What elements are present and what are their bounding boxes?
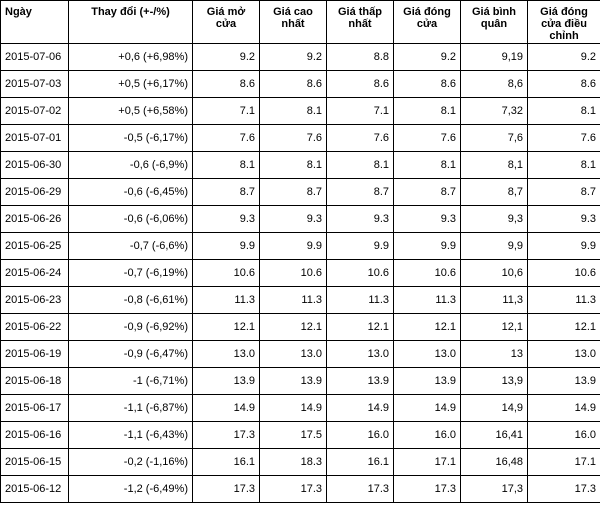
adjusted-close-cell: 8.7	[528, 179, 600, 206]
change-cell: -0,7 (-6,19%)	[69, 260, 193, 287]
date-cell: 2015-06-15	[1, 449, 69, 476]
high-price-cell: 9.2	[260, 44, 327, 71]
change-cell: -0,6 (-6,45%)	[69, 179, 193, 206]
open-price-cell: 8.7	[193, 179, 260, 206]
table-row	[1, 314, 600, 341]
header-row	[1, 1, 600, 44]
low-price-cell: 8.6	[327, 71, 394, 98]
open-price-cell: 8.1	[193, 152, 260, 179]
header-low-price: Giá thấp nhất	[327, 1, 394, 44]
average-price-cell: 16,48	[461, 449, 528, 476]
table-row	[1, 395, 600, 422]
average-price-cell: 8,1	[461, 152, 528, 179]
header-close-price: Giá đóng cửa	[394, 1, 461, 44]
low-price-cell: 11.3	[327, 287, 394, 314]
table-row	[1, 476, 600, 503]
change-cell: -0,2 (-1,16%)	[69, 449, 193, 476]
header-high-price: Giá cao nhất	[260, 1, 327, 44]
adjusted-close-cell: 9.9	[528, 233, 600, 260]
high-price-cell: 8.1	[260, 152, 327, 179]
high-price-cell: 7.6	[260, 125, 327, 152]
average-price-cell: 13	[461, 341, 528, 368]
adjusted-close-cell: 9.2	[528, 44, 600, 71]
high-price-cell: 14.9	[260, 395, 327, 422]
low-price-cell: 8.8	[327, 44, 394, 71]
close-price-cell: 10.6	[394, 260, 461, 287]
date-cell: 2015-07-01	[1, 125, 69, 152]
change-cell: -1,1 (-6,43%)	[69, 422, 193, 449]
table-row	[1, 449, 600, 476]
adjusted-close-cell: 16.0	[528, 422, 600, 449]
low-price-cell: 13.0	[327, 341, 394, 368]
adjusted-close-cell: 17.1	[528, 449, 600, 476]
open-price-cell: 10.6	[193, 260, 260, 287]
adjusted-close-cell: 10.6	[528, 260, 600, 287]
low-price-cell: 14.9	[327, 395, 394, 422]
close-price-cell: 13.0	[394, 341, 461, 368]
date-cell: 2015-06-26	[1, 206, 69, 233]
open-price-cell: 11.3	[193, 287, 260, 314]
high-price-cell: 13.0	[260, 341, 327, 368]
date-cell: 2015-06-29	[1, 179, 69, 206]
average-price-cell: 13,9	[461, 368, 528, 395]
change-cell: -0,6 (-6,9%)	[69, 152, 193, 179]
adjusted-close-cell: 7.6	[528, 125, 600, 152]
high-price-cell: 10.6	[260, 260, 327, 287]
low-price-cell: 16.1	[327, 449, 394, 476]
low-price-cell: 8.7	[327, 179, 394, 206]
low-price-cell: 7.6	[327, 125, 394, 152]
close-price-cell: 8.1	[394, 152, 461, 179]
open-price-cell: 16.1	[193, 449, 260, 476]
average-price-cell: 11,3	[461, 287, 528, 314]
change-cell: -1,1 (-6,87%)	[69, 395, 193, 422]
open-price-cell: 7.1	[193, 98, 260, 125]
average-price-cell: 7,32	[461, 98, 528, 125]
close-price-cell: 17.3	[394, 476, 461, 503]
header-average-price: Giá bình quân	[461, 1, 528, 44]
high-price-cell: 18.3	[260, 449, 327, 476]
high-price-cell: 13.9	[260, 368, 327, 395]
date-cell: 2015-07-06	[1, 44, 69, 71]
high-price-cell: 11.3	[260, 287, 327, 314]
change-cell: -0,5 (-6,17%)	[69, 125, 193, 152]
change-cell: -0,9 (-6,92%)	[69, 314, 193, 341]
date-cell: 2015-06-23	[1, 287, 69, 314]
high-price-cell: 17.3	[260, 476, 327, 503]
date-cell: 2015-06-18	[1, 368, 69, 395]
low-price-cell: 10.6	[327, 260, 394, 287]
average-price-cell: 12,1	[461, 314, 528, 341]
change-cell: -1,2 (-6,49%)	[69, 476, 193, 503]
close-price-cell: 9.9	[394, 233, 461, 260]
low-price-cell: 9.3	[327, 206, 394, 233]
header-change: Thay đổi (+-/%)	[69, 1, 193, 44]
header-open-price: Giá mở cửa	[193, 1, 260, 44]
low-price-cell: 12.1	[327, 314, 394, 341]
low-price-cell: 17.3	[327, 476, 394, 503]
table-row	[1, 233, 600, 260]
adjusted-close-cell: 8.1	[528, 98, 600, 125]
average-price-cell: 9,9	[461, 233, 528, 260]
table-body	[1, 44, 600, 503]
high-price-cell: 9.9	[260, 233, 327, 260]
change-cell: +0,5 (+6,58%)	[69, 98, 193, 125]
date-cell: 2015-07-02	[1, 98, 69, 125]
close-price-cell: 12.1	[394, 314, 461, 341]
high-price-cell: 12.1	[260, 314, 327, 341]
adjusted-close-cell: 8.6	[528, 71, 600, 98]
open-price-cell: 12.1	[193, 314, 260, 341]
close-price-cell: 8.7	[394, 179, 461, 206]
open-price-cell: 13.9	[193, 368, 260, 395]
low-price-cell: 13.9	[327, 368, 394, 395]
open-price-cell: 13.0	[193, 341, 260, 368]
open-price-cell: 7.6	[193, 125, 260, 152]
close-price-cell: 8.1	[394, 98, 461, 125]
adjusted-close-cell: 14.9	[528, 395, 600, 422]
close-price-cell: 17.1	[394, 449, 461, 476]
open-price-cell: 8.6	[193, 71, 260, 98]
adjusted-close-cell: 17.3	[528, 476, 600, 503]
header-date: Ngày	[1, 1, 69, 44]
table-row	[1, 206, 600, 233]
date-cell: 2015-06-12	[1, 476, 69, 503]
close-price-cell: 9.2	[394, 44, 461, 71]
average-price-cell: 9,3	[461, 206, 528, 233]
high-price-cell: 8.7	[260, 179, 327, 206]
average-price-cell: 8,6	[461, 71, 528, 98]
date-cell: 2015-06-30	[1, 152, 69, 179]
date-cell: 2015-06-22	[1, 314, 69, 341]
table-row	[1, 341, 600, 368]
table-row	[1, 260, 600, 287]
open-price-cell: 9.9	[193, 233, 260, 260]
change-cell: +0,5 (+6,17%)	[69, 71, 193, 98]
header-adjusted-close: Giá đóng cửa điều chỉnh	[528, 1, 600, 44]
close-price-cell: 13.9	[394, 368, 461, 395]
adjusted-close-cell: 12.1	[528, 314, 600, 341]
adjusted-close-cell: 9.3	[528, 206, 600, 233]
change-cell: -1 (-6,71%)	[69, 368, 193, 395]
date-cell: 2015-06-19	[1, 341, 69, 368]
date-cell: 2015-06-24	[1, 260, 69, 287]
date-cell: 2015-06-25	[1, 233, 69, 260]
table-row	[1, 422, 600, 449]
close-price-cell: 8.6	[394, 71, 461, 98]
adjusted-close-cell: 13.9	[528, 368, 600, 395]
change-cell: -0,8 (-6,61%)	[69, 287, 193, 314]
table-row	[1, 152, 600, 179]
change-cell: -0,7 (-6,6%)	[69, 233, 193, 260]
adjusted-close-cell: 13.0	[528, 341, 600, 368]
low-price-cell: 7.1	[327, 98, 394, 125]
table-row	[1, 287, 600, 314]
average-price-cell: 7,6	[461, 125, 528, 152]
table-row	[1, 98, 600, 125]
open-price-cell: 9.2	[193, 44, 260, 71]
close-price-cell: 7.6	[394, 125, 461, 152]
high-price-cell: 8.6	[260, 71, 327, 98]
table-row	[1, 179, 600, 206]
high-price-cell: 8.1	[260, 98, 327, 125]
open-price-cell: 14.9	[193, 395, 260, 422]
close-price-cell: 14.9	[394, 395, 461, 422]
table-row	[1, 125, 600, 152]
average-price-cell: 16,41	[461, 422, 528, 449]
close-price-cell: 11.3	[394, 287, 461, 314]
low-price-cell: 8.1	[327, 152, 394, 179]
adjusted-close-cell: 8.1	[528, 152, 600, 179]
close-price-cell: 9.3	[394, 206, 461, 233]
average-price-cell: 14,9	[461, 395, 528, 422]
table-row	[1, 368, 600, 395]
low-price-cell: 9.9	[327, 233, 394, 260]
date-cell: 2015-06-17	[1, 395, 69, 422]
table-row	[1, 44, 600, 71]
average-price-cell: 10,6	[461, 260, 528, 287]
adjusted-close-cell: 11.3	[528, 287, 600, 314]
table-header	[1, 1, 600, 44]
change-cell: -0,6 (-6,06%)	[69, 206, 193, 233]
open-price-cell: 17.3	[193, 422, 260, 449]
change-cell: -0,9 (-6,47%)	[69, 341, 193, 368]
change-cell: +0,6 (+6,98%)	[69, 44, 193, 71]
date-cell: 2015-06-16	[1, 422, 69, 449]
high-price-cell: 17.5	[260, 422, 327, 449]
open-price-cell: 9.3	[193, 206, 260, 233]
average-price-cell: 9,19	[461, 44, 528, 71]
table-row	[1, 71, 600, 98]
high-price-cell: 9.3	[260, 206, 327, 233]
average-price-cell: 17,3	[461, 476, 528, 503]
average-price-cell: 8,7	[461, 179, 528, 206]
open-price-cell: 17.3	[193, 476, 260, 503]
close-price-cell: 16.0	[394, 422, 461, 449]
low-price-cell: 16.0	[327, 422, 394, 449]
date-cell: 2015-07-03	[1, 71, 69, 98]
